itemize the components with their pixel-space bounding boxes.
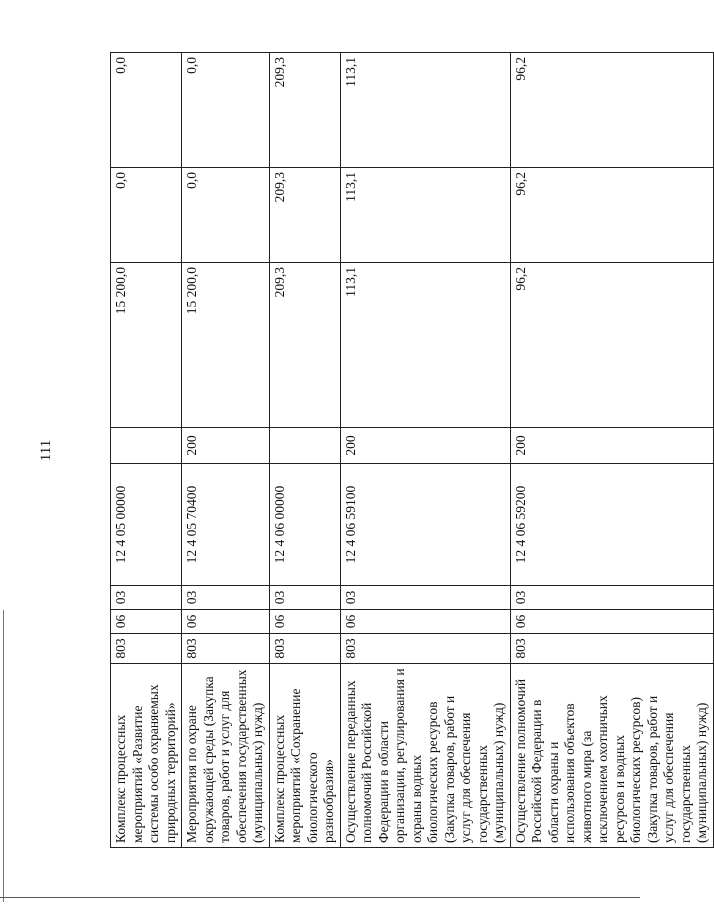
subsection-code: 03 (111, 586, 182, 610)
grbs-code: 803 (340, 634, 510, 664)
subsection-code: 03 (340, 586, 510, 610)
amount-total: 209,3 (269, 263, 340, 428)
budget-table (110, 52, 714, 848)
amount-federal: 0,0 (111, 168, 182, 263)
row-name: Комплекс процессных мероприятий «Сохранение биологического разнообразия» (269, 664, 340, 848)
scan-bottom-line (0, 897, 640, 898)
subsection-code: 03 (182, 586, 270, 610)
grbs-code: 803 (510, 634, 713, 664)
row-name: Осуществление полномочий Российской Федерации в области охраны и использования объектов животного мира (за исключением охотничьих ресурсов и водных биологических ресурсов) (Закупка товаров, работ и услуг для обеспечения государственных (муниципальных) нужд) (510, 664, 713, 848)
amount-federal: 0,0 (182, 168, 270, 263)
table-row (182, 53, 270, 848)
section-code: 06 (269, 610, 340, 634)
row-name: Осуществление переданных полномочий Российской Федерации в области организации, регулирования и охраны водных биологических ресурсов (Закупка товаров, работ и услуг для обеспечения государственных (муниципальных) нужд) (340, 664, 510, 848)
table-row (340, 53, 510, 848)
page-number: 111 (38, 439, 55, 462)
amount-other: 0,0 (111, 53, 182, 168)
target-article-code: 12 4 06 00000 (269, 464, 340, 586)
amount-federal: 209,3 (269, 168, 340, 263)
subsection-code: 03 (510, 586, 713, 610)
target-article-code: 12 4 05 00000 (111, 464, 182, 586)
target-article-code: 12 4 06 59100 (340, 464, 510, 586)
amount-other: 96,2 (510, 53, 713, 168)
expense-type-code: 200 (510, 428, 713, 464)
amount-federal: 96,2 (510, 168, 713, 263)
expense-type-code: 200 (182, 428, 270, 464)
table-row (269, 53, 340, 848)
amount-other: 0,0 (182, 53, 270, 168)
amount-total: 15 200,0 (111, 263, 182, 428)
section-code: 06 (182, 610, 270, 634)
amount-total: 113,1 (340, 263, 510, 428)
expense-type-code: 200 (340, 428, 510, 464)
amount-other: 113,1 (340, 53, 510, 168)
section-code: 06 (111, 610, 182, 634)
grbs-code: 803 (182, 634, 270, 664)
section-code: 06 (340, 610, 510, 634)
scan-edge-line (3, 610, 4, 902)
grbs-code: 803 (111, 634, 182, 664)
expense-type-code (269, 428, 340, 464)
row-name: Комплекс процессных мероприятий «Развитие системы особо охраняемых природных территорий» (111, 664, 182, 848)
grbs-code: 803 (269, 634, 340, 664)
target-article-code: 12 4 05 70400 (182, 464, 270, 586)
target-article-code: 12 4 06 59200 (510, 464, 713, 586)
amount-federal: 113,1 (340, 168, 510, 263)
amount-total: 15 200,0 (182, 263, 270, 428)
row-name: Мероприятия по охране окружающей среды (Закупка товаров, работ и услуг для обеспечения государственных (муниципальных) нужд) (182, 664, 270, 848)
subsection-code: 03 (269, 586, 340, 610)
section-code: 06 (510, 610, 713, 634)
rotated-table-container (110, 53, 709, 848)
table-row (111, 53, 182, 848)
amount-total: 96,2 (510, 263, 713, 428)
table-row (510, 53, 713, 848)
amount-other: 209,3 (269, 53, 340, 168)
expense-type-code (111, 428, 182, 464)
